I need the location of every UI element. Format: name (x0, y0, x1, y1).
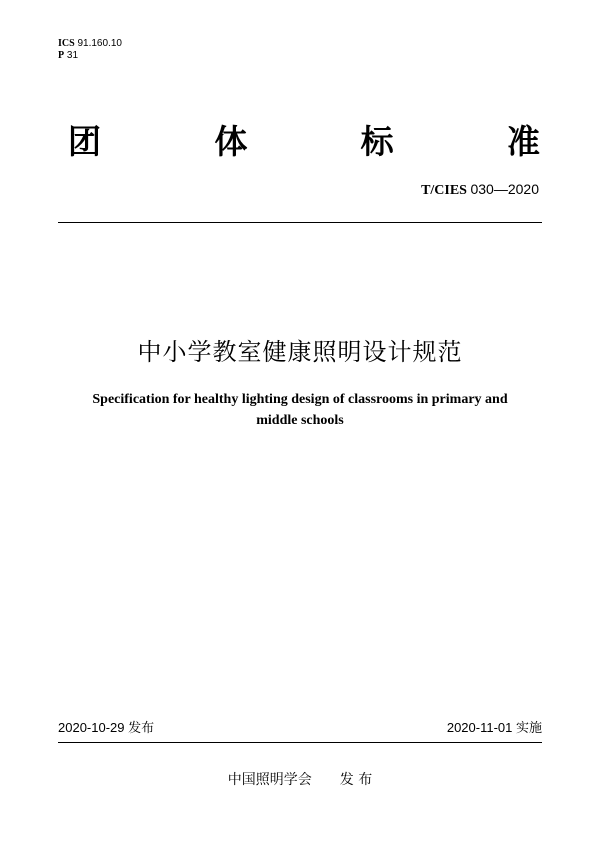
classification-codes (58, 38, 122, 62)
standard-code-prefix: T/CIES (421, 183, 467, 198)
english-title-line-1: Specification for healthy lighting design of classrooms in primary and (92, 392, 508, 407)
standard-type-char: 标 (360, 122, 394, 161)
ccs-line (58, 50, 122, 62)
standard-code (421, 181, 539, 199)
publisher-action: 发 布 (339, 772, 373, 788)
standard-type-char: 团 (68, 122, 101, 161)
publisher-name: 中国照明学会 (227, 772, 312, 788)
issue-date: 2020-10-29 发布 (58, 720, 155, 735)
top-divider (58, 222, 542, 223)
standard-type-char: 准 (506, 122, 540, 161)
ics-label: ICS (58, 38, 75, 49)
english-title-line-2: middle schools (256, 413, 344, 428)
standard-code-number: 030—2020 (470, 181, 539, 197)
english-title (60, 389, 540, 431)
chinese-title: 中小学教室健康照明设计规范 (137, 338, 463, 366)
ics-line (58, 38, 122, 50)
ics-code: 91.160.10 (77, 38, 122, 49)
ccs-code: 31 (66, 50, 79, 61)
standard-type-heading (68, 122, 540, 162)
publisher-line (0, 771, 600, 789)
standard-type-char: 体 (214, 122, 248, 161)
implementation-date: 2020-11-01 实施 (446, 720, 542, 735)
bottom-divider (58, 742, 542, 743)
ccs-label: P (58, 50, 65, 61)
